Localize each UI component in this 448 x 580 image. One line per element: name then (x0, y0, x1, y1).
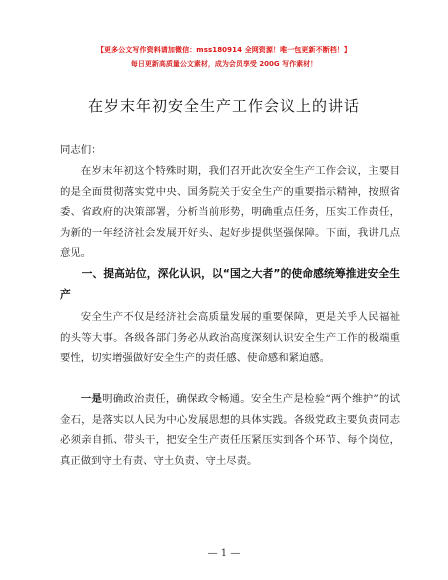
paragraph-point-1 (60, 389, 400, 471)
promo-banner-line-1: 【更多公文写作资料请加微信：mss180914 全网资源！唯一包更新不断档！】 (96, 46, 352, 54)
point-text: 明确政治责任，确保政令畅通。安全生产是检验“两个维护”的试金石，是落实以人民为中心发展思想的具体实践。各级党政主要负责同志必须亲自抓、带头干，把安全生产责任压紧压实到各个环节、每个岗位，真正做到守土有责、守土负责、守土尽责。 (60, 393, 400, 467)
document-title: 在岁末年初安全生产工作会议上的讲话 (87, 97, 360, 115)
greeting: 同志们： (60, 144, 102, 156)
paragraph-intro: 在岁末年初这个特殊时期，我们召开此次安全生产工作会议，主要目的是全面贯彻落实党中央、国务院关于安全生产的重要指示精神，按照省委、省政府的决策部署，分析当前形势，明确重点任务，压实工作责任，为新的一年经济社会发展开好头、起好步提供坚强保障。下面，我讲几点意见。 (60, 165, 400, 259)
promo-banner-line-2: 每日更新高质量公文素材，成为会员享受 200G 写作素材！ (130, 60, 318, 68)
point-lead-label: 一是 (80, 393, 103, 405)
paragraph-section-1: 安全生产不仅是经济社会高质量发展的重要保障，更是关乎人民福祉的头等大事。各级各部门务必从政治高度深刻认识安全生产工作的极端重要性，切实增强做好安全生产的责任感、使命感和紧迫感。 (60, 311, 400, 364)
section-heading-1: 一、提高站位，深化认识，以“国之大者”的使命感统筹推进安全生产 (60, 267, 400, 301)
page-number: — 1 — (207, 548, 241, 559)
